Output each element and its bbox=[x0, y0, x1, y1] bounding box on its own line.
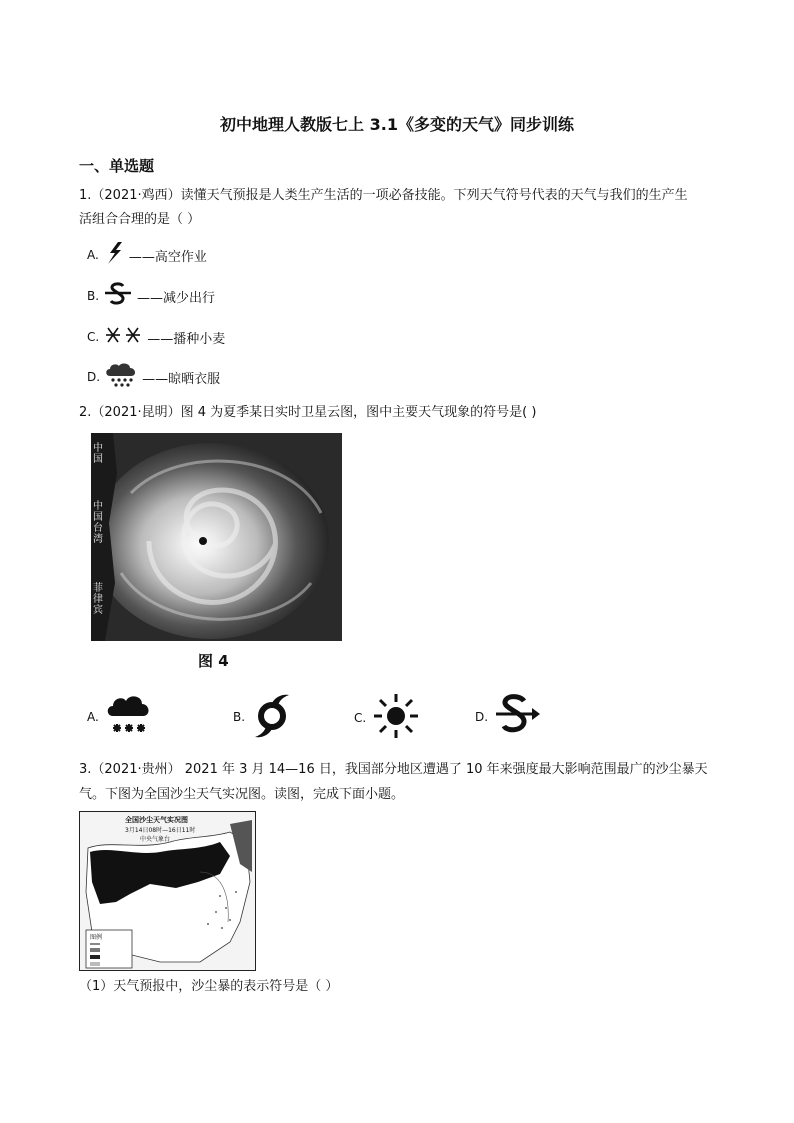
question-3-line2: 气。下图为全国沙尘天气实况图。读图，完成下面小题。 bbox=[79, 787, 405, 802]
option-label: A. bbox=[87, 709, 99, 724]
sunny-icon bbox=[372, 692, 420, 743]
map-label-taiwan: 中国台湾 bbox=[93, 501, 103, 545]
q1-option-a[interactable] bbox=[87, 242, 207, 268]
page-title: 初中地理人教版七上 3.1《多变的天气》同步训练 bbox=[220, 115, 574, 134]
section-heading: 一、单选题 bbox=[79, 157, 155, 175]
question-3-sub1: （1）天气预报中，沙尘暴的表示符号是（ ） bbox=[79, 979, 339, 994]
map-organization: 中央气象台 bbox=[140, 836, 171, 843]
option-text: ——播种小麦 bbox=[147, 331, 226, 347]
option-label: B. bbox=[233, 709, 246, 724]
q2-option-c[interactable] bbox=[354, 692, 420, 743]
q1-option-b[interactable] bbox=[87, 283, 215, 309]
q2-option-b[interactable] bbox=[233, 692, 293, 741]
q1-option-c[interactable] bbox=[87, 324, 225, 350]
option-text: ——高空作业 bbox=[128, 249, 207, 265]
question-1-line2: 活组合合理的是（ ） bbox=[79, 212, 201, 227]
map-legend-title: 图例 bbox=[90, 934, 103, 941]
option-label: A. bbox=[87, 248, 99, 262]
rain-cloud-icon bbox=[104, 362, 138, 392]
map-label-china: 中国 bbox=[93, 443, 103, 465]
option-label: D. bbox=[475, 709, 489, 724]
option-label: C. bbox=[87, 330, 100, 344]
q2-option-d[interactable] bbox=[475, 692, 542, 741]
typhoon-icon bbox=[251, 692, 293, 741]
snow-icon bbox=[103, 325, 143, 349]
q1-option-d[interactable] bbox=[87, 364, 220, 390]
map-subtitle: 3月14日08时—16日11时 bbox=[125, 827, 196, 834]
satellite-cloud-image bbox=[91, 433, 342, 641]
option-label: B. bbox=[87, 289, 100, 303]
option-label: C. bbox=[354, 710, 367, 725]
question-3-line1: 3.（2021·贵州） 2021 年 3 月 14—16 日，我国部分地区遭遇了 10 年来强度最大影响范围最广的沙尘暴天 bbox=[79, 762, 708, 777]
q2-option-a[interactable] bbox=[87, 690, 155, 743]
option-text: ——减少出行 bbox=[137, 290, 216, 306]
lightning-icon bbox=[103, 241, 125, 269]
question-2-text: 2.（2021·昆明）图 4 为夏季某日实时卫星云图，图中主要天气现象的符号是( ) bbox=[79, 405, 537, 420]
map-label-philippines: 菲律宾 bbox=[93, 583, 103, 616]
option-text: ——晾晒衣服 bbox=[142, 371, 221, 387]
figure-caption: 图 4 bbox=[198, 652, 229, 670]
option-label: D. bbox=[87, 370, 101, 384]
snow-cloud-icon bbox=[105, 690, 155, 743]
map-title: 全国沙尘天气实况图 bbox=[125, 816, 188, 824]
dust-weather-map bbox=[79, 811, 256, 971]
sandstorm-arrow-icon bbox=[494, 692, 542, 741]
question-1-line1: 1.（2021·鸡西）读懂天气预报是人类生产生活的一项必备技能。下列天气符号代表的天气与我们的生产生 bbox=[79, 188, 688, 203]
sandstorm-icon bbox=[103, 281, 133, 311]
